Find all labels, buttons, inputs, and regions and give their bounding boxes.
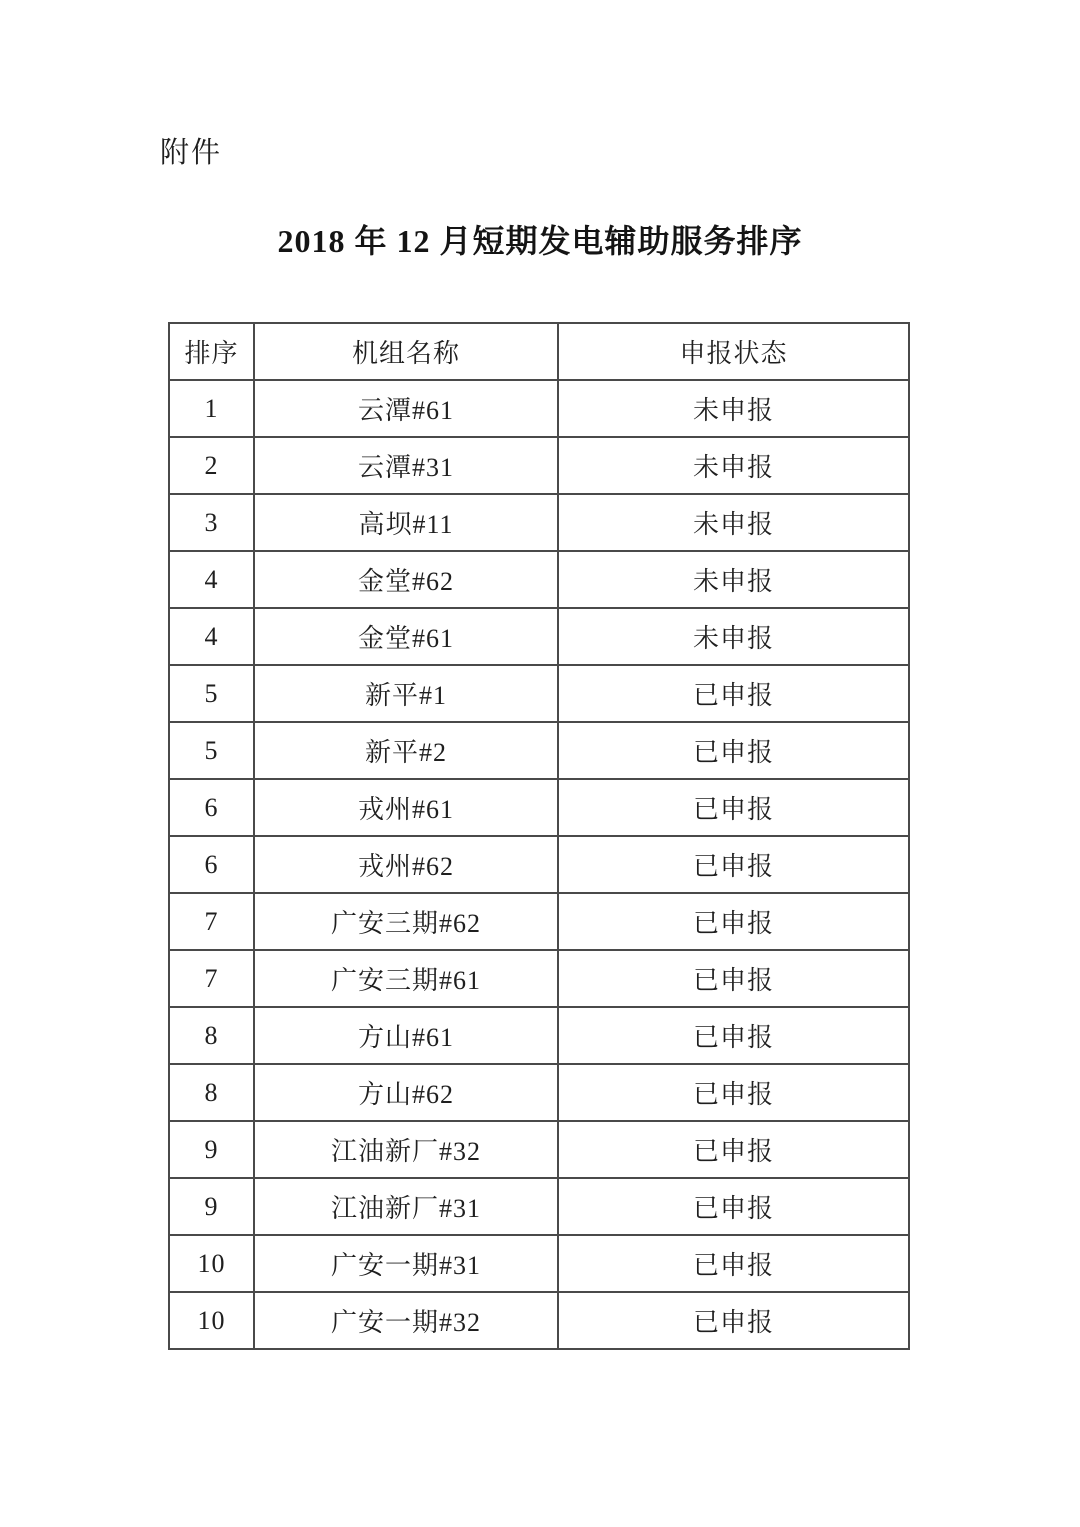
table-row	[169, 1064, 909, 1121]
table-row	[169, 1292, 909, 1349]
rank-cell: 6	[169, 779, 254, 836]
header-rank: 排序	[169, 323, 254, 380]
header-unit-name: 机组名称	[254, 323, 558, 380]
rank-cell: 9	[169, 1178, 254, 1235]
table-row	[169, 437, 909, 494]
page-title: 2018 年 12 月短期发电辅助服务排序	[277, 223, 803, 259]
unit-name-cell: 新平#2	[254, 722, 558, 779]
unit-name-cell: 云潭#31	[254, 437, 558, 494]
table-body	[169, 380, 909, 1349]
unit-name-cell: 云潭#61	[254, 380, 558, 437]
status-cell: 未申报	[558, 551, 909, 608]
unit-name-cell: 广安一期#32	[254, 1292, 558, 1349]
table-row	[169, 665, 909, 722]
table-row	[169, 1121, 909, 1178]
rank-cell: 7	[169, 950, 254, 1007]
rank-cell: 8	[169, 1007, 254, 1064]
header-status: 申报状态	[558, 323, 909, 380]
rank-cell: 10	[169, 1235, 254, 1292]
table-row	[169, 779, 909, 836]
status-cell: 已申报	[558, 1235, 909, 1292]
table-row	[169, 1235, 909, 1292]
table-row	[169, 380, 909, 437]
table-row	[169, 1178, 909, 1235]
status-cell: 未申报	[558, 494, 909, 551]
status-cell: 已申报	[558, 665, 909, 722]
table-row	[169, 722, 909, 779]
status-cell: 已申报	[558, 1064, 909, 1121]
ranking-table	[168, 322, 910, 1350]
status-cell: 未申报	[558, 608, 909, 665]
rank-cell: 5	[169, 665, 254, 722]
header-row	[169, 323, 909, 380]
rank-cell: 8	[169, 1064, 254, 1121]
status-cell: 已申报	[558, 893, 909, 950]
status-cell: 已申报	[558, 950, 909, 1007]
unit-name-cell: 金堂#62	[254, 551, 558, 608]
rank-cell: 3	[169, 494, 254, 551]
status-cell: 已申报	[558, 1121, 909, 1178]
table-row	[169, 836, 909, 893]
unit-name-cell: 戎州#61	[254, 779, 558, 836]
unit-name-cell: 戎州#62	[254, 836, 558, 893]
rank-cell: 4	[169, 608, 254, 665]
rank-cell: 10	[169, 1292, 254, 1349]
status-cell: 已申报	[558, 1007, 909, 1064]
table-row	[169, 494, 909, 551]
table-row	[169, 1007, 909, 1064]
rank-cell: 5	[169, 722, 254, 779]
unit-name-cell: 江油新厂#32	[254, 1121, 558, 1178]
status-cell: 未申报	[558, 437, 909, 494]
rank-cell: 4	[169, 551, 254, 608]
table-row	[169, 551, 909, 608]
attachment-label: 附件	[160, 137, 223, 169]
table-header	[169, 323, 909, 380]
status-cell: 未申报	[558, 380, 909, 437]
unit-name-cell: 方山#61	[254, 1007, 558, 1064]
unit-name-cell: 新平#1	[254, 665, 558, 722]
unit-name-cell: 广安三期#61	[254, 950, 558, 1007]
status-cell: 已申报	[558, 836, 909, 893]
table-row	[169, 608, 909, 665]
status-cell: 已申报	[558, 722, 909, 779]
unit-name-cell: 高坝#11	[254, 494, 558, 551]
rank-cell: 9	[169, 1121, 254, 1178]
table-row	[169, 893, 909, 950]
rank-cell: 7	[169, 893, 254, 950]
rank-cell: 6	[169, 836, 254, 893]
table-row	[169, 950, 909, 1007]
status-cell: 已申报	[558, 779, 909, 836]
status-cell: 已申报	[558, 1292, 909, 1349]
unit-name-cell: 江油新厂#31	[254, 1178, 558, 1235]
rank-cell: 1	[169, 380, 254, 437]
rank-cell: 2	[169, 437, 254, 494]
unit-name-cell: 广安一期#31	[254, 1235, 558, 1292]
unit-name-cell: 广安三期#62	[254, 893, 558, 950]
status-cell: 已申报	[558, 1178, 909, 1235]
unit-name-cell: 方山#62	[254, 1064, 558, 1121]
unit-name-cell: 金堂#61	[254, 608, 558, 665]
